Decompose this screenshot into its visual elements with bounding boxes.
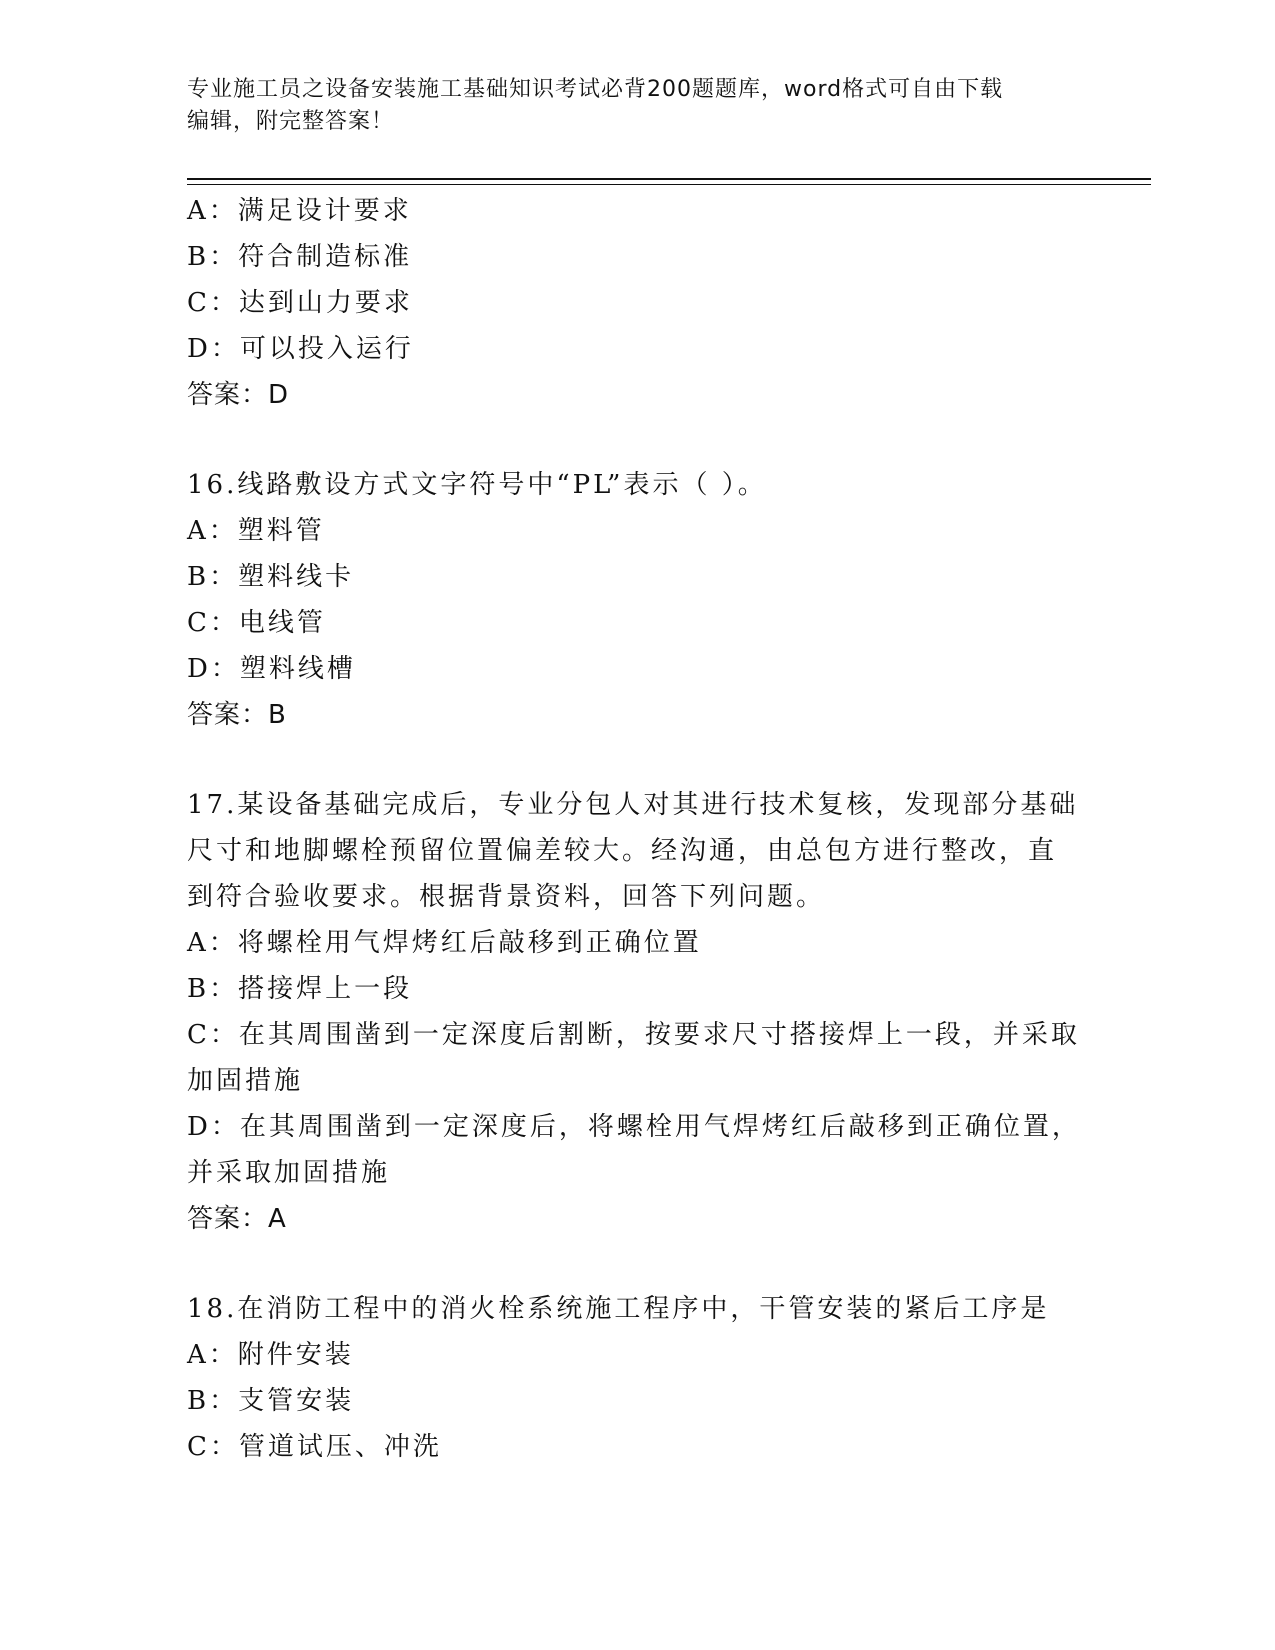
question-list [187, 188, 1087, 1470]
header-divider-thin [187, 184, 1151, 185]
spacer [187, 1242, 1087, 1286]
document-header [187, 74, 1067, 138]
q17-option-c-line-1: C：在其周围凿到一定深度后割断，按要求尺寸搭接焊上一段，并采取 [187, 1020, 1080, 1050]
q16-option-b: B：塑料线卡 [187, 562, 355, 592]
q16-answer: 答案：B [187, 700, 287, 730]
q16-option-c: C：电线管 [187, 608, 326, 638]
header-divider-thick [187, 178, 1151, 180]
q18-option-b: B：支管安装 [187, 1386, 355, 1416]
q16-option-a: A：塑料管 [187, 516, 325, 546]
q15-option-d: D：可以投入运行 [187, 334, 414, 364]
q15-answer: 答案：D [187, 380, 290, 410]
q15-option-b: B：符合制造标准 [187, 242, 413, 272]
q15-option-c: C：达到山力要求 [187, 288, 413, 318]
q17-question-line-2: 尺寸和地脚螺栓预留位置偏差较大。经沟通，由总包方进行整改，直 [187, 836, 1058, 866]
q17-option-a: A：将螺栓用气焊烤红后敲移到正确位置 [187, 928, 702, 958]
question-17-block [187, 782, 1087, 1242]
q17-option-c-line-2: 加固措施 [187, 1066, 304, 1096]
q17-answer: 答案：A [187, 1204, 287, 1234]
q18-question: 18.在消防工程中的消火栓系统施工程序中，干管安装的紧后工序是 [187, 1294, 1050, 1324]
question-18-block [187, 1286, 1087, 1470]
header-title-line-1: 专业施工员之设备安装施工基础知识考试必背200题题库，word格式可自由下载 [187, 77, 1004, 102]
q17-option-d-line-1: D：在其周围凿到一定深度后，将螺栓用气焊烤红后敲移到正确位置， [187, 1112, 1081, 1142]
q16-question: 16.线路敷设方式文字符号中“PL”表示（ ）。 [187, 470, 767, 500]
spacer [187, 738, 1087, 782]
question-15-block [187, 188, 1087, 418]
header-title-line-2: 编辑，附完整答案！ [187, 109, 395, 134]
q17-question-line-3: 到符合验收要求。根据背景资料，回答下列问题。 [187, 882, 826, 912]
q18-option-c: C：管道试压、冲洗 [187, 1432, 442, 1462]
question-16-block [187, 462, 1087, 738]
q17-option-d-line-2: 并采取加固措施 [187, 1158, 391, 1188]
q15-option-a: A：满足设计要求 [187, 196, 412, 226]
q17-question-line-1: 17.某设备基础完成后，专业分包人对其进行技术复核，发现部分基础 [187, 790, 1079, 820]
spacer [187, 418, 1087, 462]
q16-option-d: D：塑料线槽 [187, 654, 356, 684]
q18-option-a: A：附件安装 [187, 1340, 354, 1370]
q17-option-b: B：搭接焊上一段 [187, 974, 413, 1004]
